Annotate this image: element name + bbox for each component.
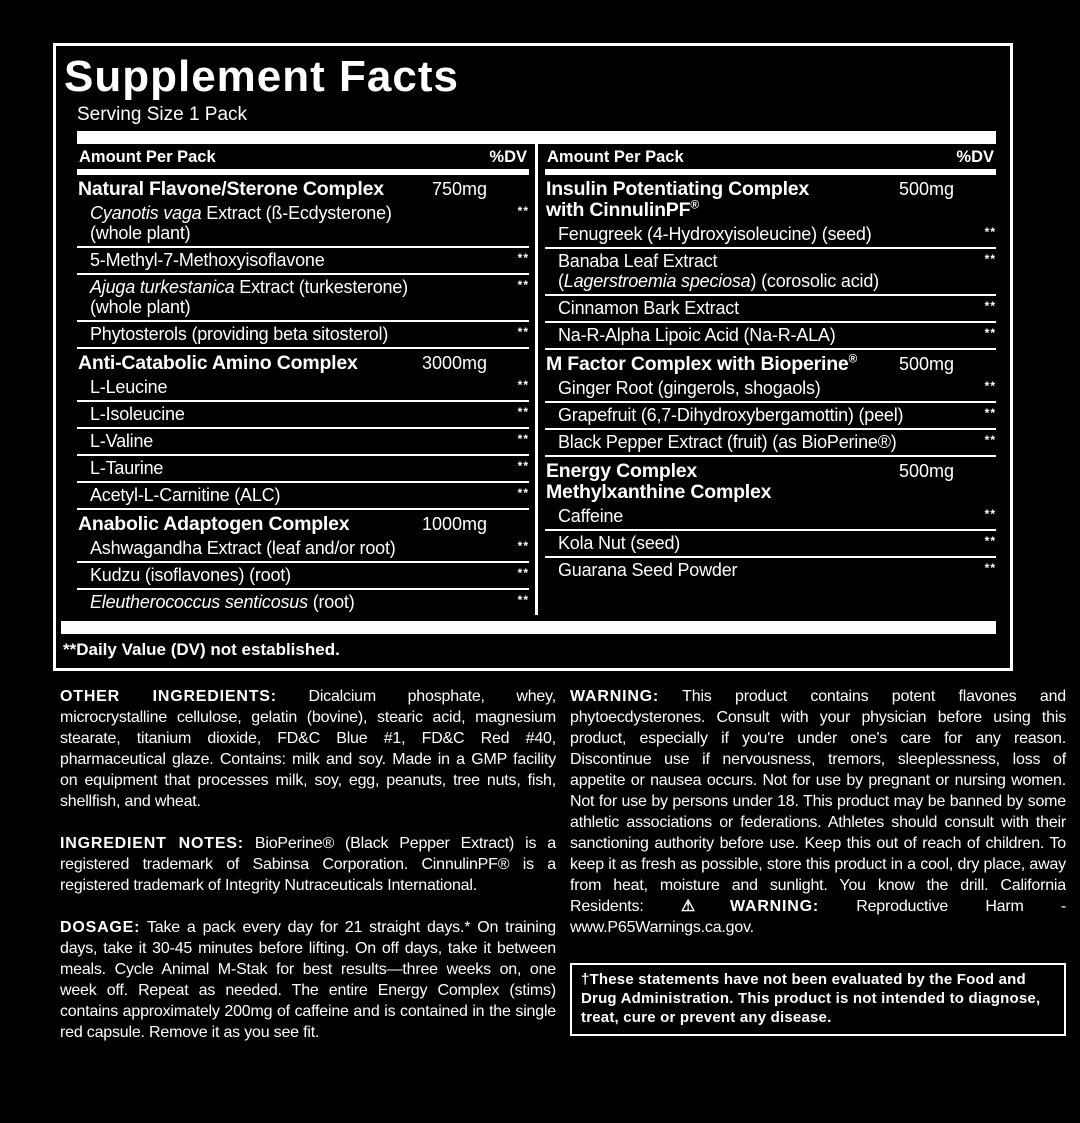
ingredient-name: 5-Methyl-7-Methoxyisoflavone [90,250,325,270]
ingredient-name: Ashwagandha Extract (leaf and/or root) [90,538,396,558]
facts-section [545,175,996,350]
column-divider [535,144,538,615]
ingredient-name: Ginger Root (gingerols, shogaols) [558,378,821,398]
section-title: Insulin Potentiating Complex with CinnulinPF® [546,178,810,221]
facts-section [545,350,996,457]
ingredient-dv-value: ** [984,406,996,420]
footnote-separator-bar [61,621,996,634]
dosage-heading: DOSAGE: [60,919,141,936]
ingredient-row [77,429,529,456]
ingredient-name: Kudzu (isoflavones) (root) [90,565,291,585]
ingredient-dv-value: ** [984,225,996,239]
ingredient-name: Eleutherococcus senticosus (root) [90,592,355,612]
ingredient-dv-value: ** [984,433,996,447]
section-amount: 500mg [898,354,954,374]
ingredient-name: Cinnamon Bark Extract [558,298,739,318]
ingredient-dv-value: ** [517,459,529,473]
ingredient-row [77,456,529,483]
ingredient-row [545,222,996,249]
supplement-facts-panel [53,43,1013,671]
ingredient-name: L-Taurine [90,458,164,478]
section-amount: 3000mg [421,353,487,373]
ingredient-row [77,563,529,590]
ingredient-name: Caffeine [558,506,624,526]
ingredient-dv-value: ** [517,539,529,553]
ingredient-dv-value: ** [517,432,529,446]
ingredient-name: L-Valine [90,431,154,451]
ingredient-name: Cyanotis vaga Extract (ß-Ecdysterone) (whole plant) [90,203,392,243]
fda-disclaimer-box: †These statements have not been evaluated by the Food and Drug Administration. This product is not intended to diagnose, treat, cure or prevent any disease. [570,963,1066,1036]
other-ingredients-body: Dicalcium phosphate, whey, microcrystalline cellulose, gelatin (bovine), stearic acid, magnesium stearate, titanium dioxide, FD&C Blue #1, FD&C Red #40, pharmaceutical glaze. Contains: milk and soy. Made in a GMP facility on equipment that processes milk, soy, egg, peanuts, tree nuts, fish, shellfish, and wheat. [60,688,556,810]
section-header [77,175,529,201]
ingredient-dv-value: ** [517,566,529,580]
ingredient-name: Na-R-Alpha Lipoic Acid (Na-R-ALA) [558,325,836,345]
ingredient-row [77,275,529,322]
ingredient-row [545,403,996,430]
ingredient-row [545,430,996,457]
ingredient-dv-value: ** [984,561,996,575]
lower-text-section [60,686,1066,1064]
section-amount: 500mg [898,179,954,199]
serving-size: Serving Size 1 Pack [77,104,248,125]
ingredient-name: Phytosterols (providing beta sitosterol) [90,324,389,344]
ingredient-name: Ajuga turkestanica Extract (turkesterone) (whole plant) [90,277,408,317]
ingredient-dv-value: ** [984,379,996,393]
other-ingredients-heading: OTHER INGREDIENTS: [60,688,277,705]
ingredient-row [77,402,529,429]
ingredient-row [77,483,529,510]
facts-section [77,510,529,615]
warning-paragraph [570,686,1066,938]
section-header [545,175,996,222]
ingredient-row [77,322,529,349]
right-sections [545,175,996,583]
lower-right-column [570,686,1066,1064]
column-header-left [77,144,529,169]
ingredient-notes-paragraph [60,833,556,896]
dosage-body: Take a pack every day for 21 straight days.* On training days, take it 30-45 minutes before lifting. On off days, take it between meals. Cycle Animal M-Stak for best results—three weeks on, one week off. Repeat as needed. The entire Energy Complex (stims) contains approximately 200mg of caffeine and is contained in the single red capsule. Remove it as you see fit. [60,919,556,1041]
ingredient-dv-value: ** [517,278,529,292]
warning-heading: WARNING: [570,688,660,705]
ingredient-name: Black Pepper Extract (fruit) (as BioPerine®) [558,432,897,452]
ingredient-name: Guarana Seed Powder [558,560,738,580]
ingredient-row [545,249,996,296]
dosage-paragraph [60,917,556,1043]
ingredient-dv-value: ** [517,325,529,339]
ingredient-name: Fenugreek (4-Hydroxyisoleucine) (seed) [558,224,872,244]
other-ingredients-paragraph [60,686,556,812]
ingredient-dv-value: ** [517,405,529,419]
supplement-facts-title: Supplement Facts [64,52,459,101]
ingredient-row [545,531,996,558]
ingredient-row [545,376,996,403]
column-header-right [545,144,996,169]
lower-left-column [60,686,556,1064]
left-sections [77,175,529,615]
ingredient-dv-value: ** [984,507,996,521]
dv-label: %DV [956,148,994,166]
section-title: Energy Complex Methylxanthine Complex [546,460,772,503]
ingredient-dv-value: ** [517,593,529,607]
warning-triangle-icon: ⚠ [680,898,728,915]
ingredient-notes-heading: INGREDIENT NOTES: [60,835,244,852]
section-header [545,350,996,376]
serving-separator-bar [77,131,996,144]
section-header [77,510,529,536]
warning-body: This product contains potent flavones and phytoecdysterones. Consult with your physician before using this product, especially if you're under one's care for any reason. Discontinue use if nervousness, tremors, sleeplessness, loss of appetite or nausea occurs. Not for use by pregnant or nursing women. Not for use by persons under 18. This product may be banned by some athletic associations or federations. Athletes should consult with their sanctioning authority before use. Keep this out of reach of children. To keep it as fresh as possible, store this product in a cool, dry place, away from heat, moisture and sunlight. You know the drill. California Residents: [570,688,1066,915]
ingredient-row [77,201,529,248]
dv-label: %DV [489,148,527,166]
ingredient-name: Acetyl-L-Carnitine (ALC) [90,485,281,505]
ingredient-name: Kola Nut (seed) [558,533,681,553]
facts-section [77,175,529,349]
california-warning-heading: WARNING: [729,898,820,915]
california-warning-body: Reproductive Harm - www.P65Warnings.ca.gov. [570,898,1066,936]
ingredient-row [545,558,996,583]
ingredient-dv-value: ** [517,251,529,265]
ingredient-dv-value: ** [984,299,996,313]
facts-section [77,349,529,510]
ingredient-dv-value: ** [517,378,529,392]
ingredient-row [77,375,529,402]
ingredient-row [545,296,996,323]
section-title: Natural Flavone/Sterone Complex [78,178,384,200]
facts-columns [77,144,996,615]
ingredient-name: Grapefruit (6,7-Dihydroxybergamottin) (peel) [558,405,904,425]
section-header [77,349,529,375]
ingredient-notes-body: BioPerine® (Black Pepper Extract) is a registered trademark of Sabinsa Corporation. CinnulinPF® is a registered trademark of Integrity Nutraceuticals International. [60,835,556,894]
facts-column-right [545,144,996,615]
ingredient-dv-value: ** [517,204,529,218]
ingredient-name: L-Isoleucine [90,404,185,424]
facts-column-left [77,144,529,615]
ingredient-row [77,590,529,615]
ingredient-row [545,323,996,350]
section-title: M Factor Complex with Bioperine® [546,352,858,375]
section-header [545,457,996,504]
facts-section [545,457,996,583]
section-title: Anabolic Adaptogen Complex [78,513,350,535]
ingredient-name: Banaba Leaf Extract (Lagerstroemia speciosa) (corosolic acid) [558,251,879,291]
section-title: Anti-Catabolic Amino Complex [78,352,358,374]
amount-per-pack-label: Amount Per Pack [79,148,216,166]
ingredient-dv-value: ** [984,534,996,548]
ingredient-name: L-Leucine [90,377,168,397]
ingredient-row [77,536,529,563]
section-amount: 1000mg [421,514,487,534]
amount-per-pack-label: Amount Per Pack [547,148,684,166]
ingredient-dv-value: ** [984,326,996,340]
daily-value-footnote: **Daily Value (DV) not established. [63,640,340,659]
ingredient-dv-value: ** [984,252,996,266]
section-amount: 750mg [431,179,487,199]
ingredient-row [545,504,996,531]
section-amount: 500mg [898,461,954,481]
ingredient-dv-value: ** [517,486,529,500]
ingredient-row [77,248,529,275]
